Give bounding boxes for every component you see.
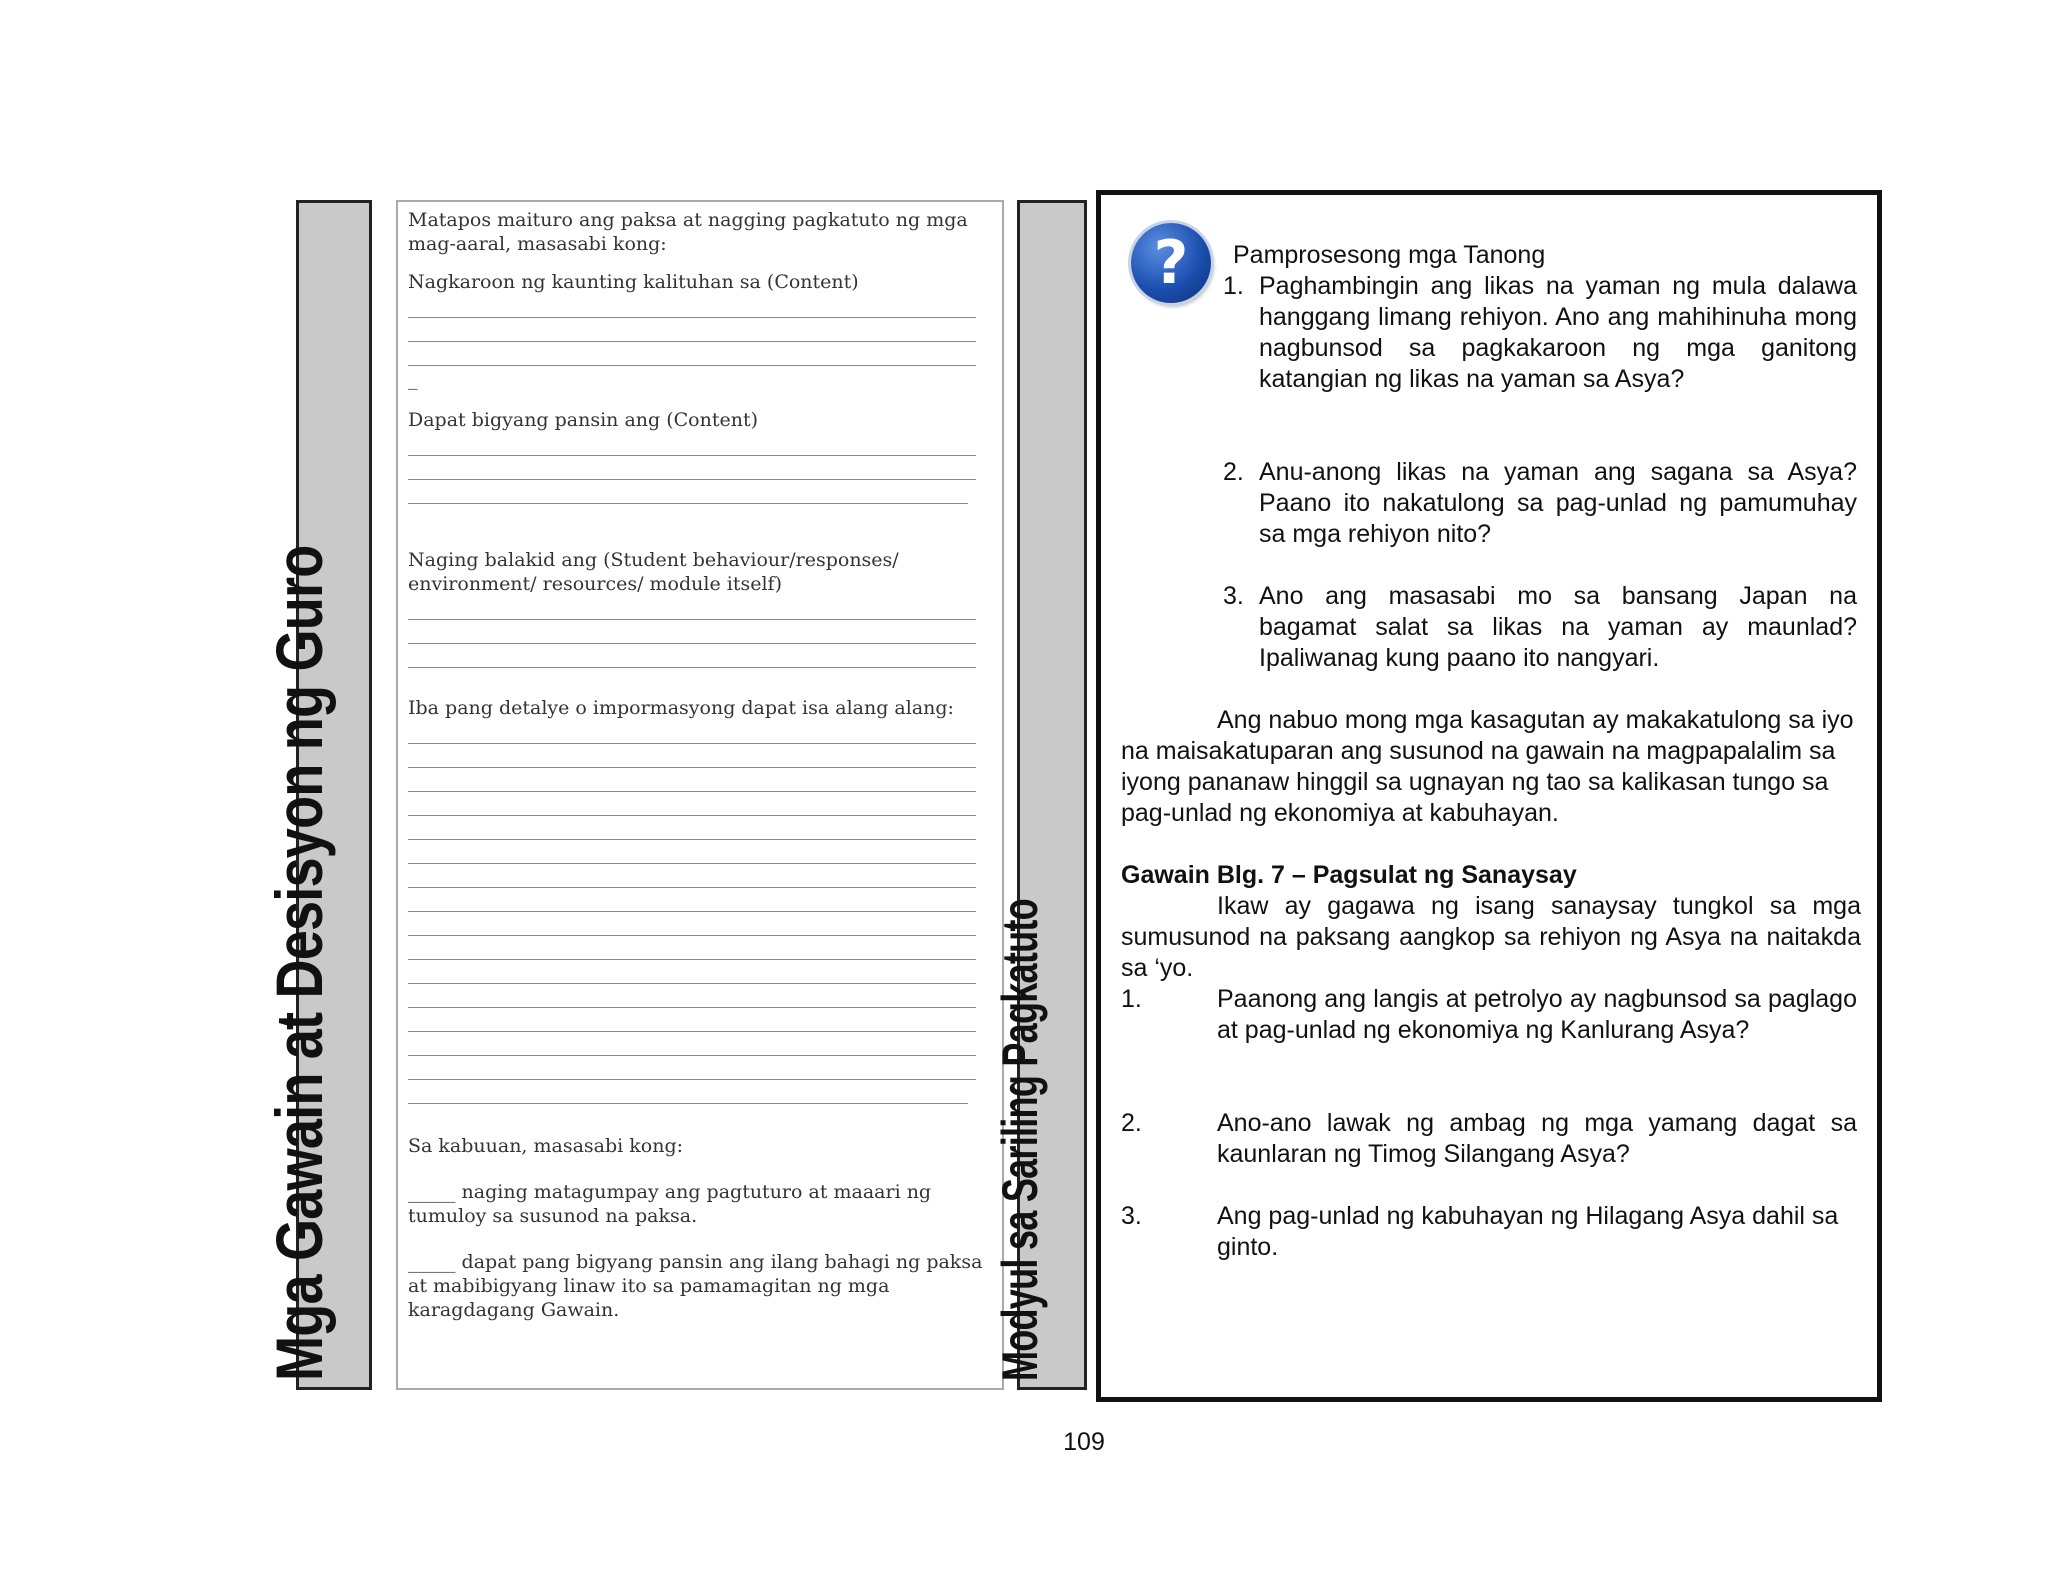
question-mark-icon [1131, 223, 1211, 303]
answer-line [408, 839, 976, 840]
question-text: Ano ang masasabi mo sa bansang Japan na bagamat salat sa likas na yaman ay maunlad? Ipaliwanag kung paano ito nangyari. [1259, 582, 1857, 672]
left-banner-title: Mga Gawain at Desisyon ng Guro [262, 545, 336, 1381]
question-number: 1. [1223, 272, 1244, 300]
answer-line [408, 743, 976, 744]
topic-number: 3. [1121, 1202, 1142, 1230]
question-text: Paghambingin ang likas na yaman ng mula dalawa hanggang limang rehiyon. Ano ang mahihinuha mong nagbunsod sa pagkakaroon ng mga ganitong katangian ng likas na yaman sa Asya? [1259, 272, 1857, 393]
question-mark-glyph: ? [1153, 228, 1189, 298]
answer-line [408, 643, 976, 644]
question-text: Anu-anong likas na yaman ang sagana sa Asya? Paano ito nakatulong sa pag-unlad ng pamumuhay sa mga rehiyon nito? [1259, 458, 1857, 548]
worksheet-content-gap: Nagkaroon ng kaunting kalituhan sa (Content) [408, 271, 859, 293]
module-content-panel [1096, 190, 1882, 1402]
answer-line [408, 767, 976, 768]
answer-line [408, 959, 976, 960]
answer-line [408, 1079, 976, 1080]
teacher-worksheet [396, 200, 1004, 1390]
answer-line [408, 1007, 976, 1008]
worksheet-obstacle: Naging balakid ang (Student behaviour/responses/ environment/ resources/ module itself) [408, 549, 899, 595]
activity-title: Gawain Blg. 7 – Pagsulat ng Sanaysay [1121, 861, 1577, 889]
answer-line [408, 619, 976, 620]
answer-line [408, 365, 976, 366]
worksheet-option-attention: _____ dapat pang bigyang pansin ang ilang bahagi ng paksa at mabibigyang linaw ito sa pamamagitan ng mga karagdagang Gawain. [408, 1251, 983, 1321]
answer-line [408, 791, 976, 792]
topic-text: Ano-ano lawak ng ambag ng mga yamang dagat sa kaunlaran ng Timog Silangang Asya? [1217, 1109, 1857, 1168]
answer-line [408, 911, 976, 912]
topic-text: Ang pag-unlad ng kabuhayan ng Hilagang Asya dahil sa ginto. [1217, 1202, 1839, 1261]
answer-line [408, 341, 976, 342]
answer-line [408, 887, 976, 888]
topic-number: 1. [1121, 985, 1142, 1013]
worksheet-option-success: _____ naging matagumpay ang pagtuturo at maaari ng tumuloy sa susunod na paksa. [408, 1181, 932, 1227]
answer-line [408, 1055, 976, 1056]
question-number: 2. [1223, 458, 1244, 486]
answer-line [408, 479, 976, 480]
topic-text: Paanong ang langis at petrolyo ay nagbunsod sa paglago at pag-unlad ng ekonomiya ng Kanlurang Asya? [1217, 985, 1857, 1044]
answer-line [408, 983, 976, 984]
answer-line [408, 503, 968, 504]
worksheet-other-details: Iba pang detalye o impormasyong dapat isa alang alang: [408, 697, 954, 719]
answer-line [408, 863, 976, 864]
mid-banner-title: Modyul sa Sariling Pagkatuto [992, 899, 1048, 1381]
answer-line [408, 935, 976, 936]
processing-questions-heading: Pamprosesong mga Tanong [1233, 241, 1546, 269]
worksheet-attention: Dapat bigyang pansin ang (Content) [408, 409, 759, 431]
answer-line [408, 455, 976, 456]
answer-line [408, 1103, 968, 1104]
answer-line [408, 815, 976, 816]
answer-line [408, 317, 976, 318]
worksheet-dash: _ [408, 368, 418, 390]
worksheet-summary: Sa kabuuan, masasabi kong: [408, 1135, 684, 1157]
topic-number: 2. [1121, 1109, 1142, 1137]
answer-line [408, 1031, 976, 1032]
transition-paragraph: Ang nabuo mong mga kasagutan ay makakatulong sa iyo na maisakatuparan ang susunod na gawain na magpapalalim sa iyong pananaw hinggil sa ugnayan ng tao sa kalikasan tungo sa pag-unlad ng ekonomiya at kabuhayan. [1121, 706, 1854, 827]
activity-intro: Ikaw ay gagawa ng isang sanaysay tungkol sa mga sumusunod na paksang aangkop sa rehiyon ng Asya na naitakda sa ‘yo. [1121, 892, 1861, 982]
page-number: 109 [1063, 1428, 1105, 1456]
left-vertical-banner [262, 200, 372, 1390]
answer-line [408, 667, 976, 668]
worksheet-intro: Matapos maituro ang paksa at nagging pagkatuto ng mga mag-aaral, masasabi kong: [408, 209, 968, 255]
question-number: 3. [1223, 582, 1244, 610]
mid-vertical-banner [992, 200, 1087, 1390]
